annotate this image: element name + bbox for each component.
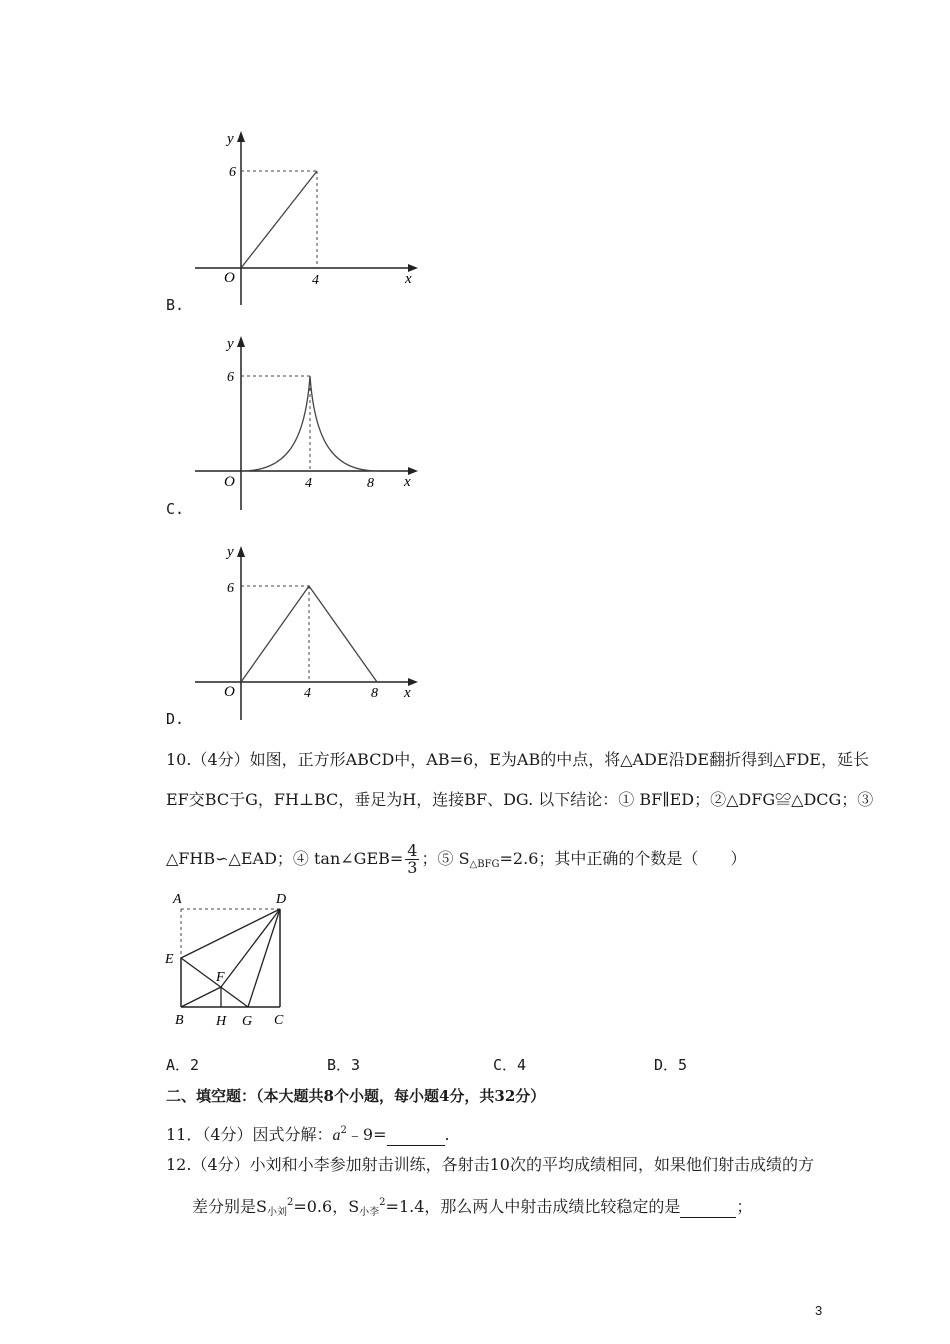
q10-line-3	[166, 843, 746, 876]
x-tick-label: 4	[304, 686, 311, 701]
x-tick-label: 4	[312, 273, 319, 288]
choice-d: D．5	[654, 1056, 688, 1074]
q10-figure	[160, 885, 300, 1035]
y-tick-label: 6	[229, 165, 236, 180]
q11-expr: ﹣9=	[346, 1125, 387, 1144]
fraction-denominator: 3	[407, 858, 418, 877]
point-f-label: F	[216, 970, 225, 985]
choice-c: C．4	[493, 1056, 527, 1074]
q11-sup: 2	[340, 1125, 347, 1136]
y-axis-label: y	[227, 336, 234, 352]
fraction	[405, 843, 419, 876]
q12-line-2-a: 差分别是S	[192, 1197, 267, 1216]
x-tick-label: 4	[305, 476, 312, 491]
point-a-label: A	[173, 892, 182, 907]
page-number: 3	[815, 1303, 823, 1318]
x-tick-label: 8	[371, 686, 378, 701]
x-tick-label: 8	[367, 476, 374, 491]
q12-sup-2: 2	[379, 1197, 386, 1208]
q12-answer-blank[interactable]	[680, 1197, 736, 1218]
choice-a: A．2	[166, 1056, 200, 1074]
origin-label: O	[224, 270, 235, 286]
graph-option-b	[160, 125, 430, 310]
point-e-label: E	[165, 952, 174, 967]
graph-option-c	[160, 330, 430, 515]
q12-line-2-end: ；	[736, 1197, 753, 1216]
graph-option-d	[160, 540, 430, 725]
q12-line-2	[192, 1193, 752, 1223]
point-c-label: C	[274, 1013, 284, 1028]
x-axis-label: x	[404, 474, 411, 490]
q11-var: a	[332, 1127, 341, 1144]
option-c-label: C.	[166, 500, 185, 518]
y-axis-label: y	[227, 544, 234, 560]
option-d-label: D.	[166, 710, 185, 728]
q10-subscript: △BFG	[469, 859, 500, 870]
x-axis-label: x	[404, 685, 411, 701]
x-axis-label: x	[405, 271, 412, 287]
q10-line-3-b: ；⑤ S	[421, 849, 470, 868]
q12-line-2-b: =0.6，S	[293, 1197, 360, 1216]
section-2-heading: 二、填空题：（本大题共8个小题，每小题4分，共32分）	[166, 1087, 546, 1105]
q12-sub-1: 小刘	[266, 1207, 287, 1218]
y-tick-label: 6	[227, 370, 234, 385]
q12-sup-1: 2	[286, 1197, 294, 1208]
origin-label: O	[224, 474, 235, 490]
y-tick-label: 6	[227, 581, 234, 596]
q10-line-1: 10.（4分）如图，正方形ABCD中，AB=6，E为AB的中点，将△ADE沿DE翻折得到△FDE，延长	[166, 750, 869, 769]
q10-line-3-c: =2.6；其中正确的个数是（ ）	[499, 849, 747, 868]
q10-line-3-a: △FHB∽△EAD；④ tan∠GEB=	[166, 849, 404, 868]
choice-b: B．3	[327, 1056, 361, 1074]
q12-line-2-c: =1.4，那么两人中射击成绩比较稳定的是	[385, 1197, 681, 1216]
point-h-label: H	[216, 1014, 227, 1029]
q11-suffix: .	[444, 1125, 450, 1144]
q11-answer-blank[interactable]	[387, 1125, 445, 1146]
option-b-label: B.	[166, 296, 185, 314]
q12-line-1: 12.（4分）小刘和小李参加射击训练，各射击10次的平均成绩相同，如果他们射击成绩的方	[166, 1155, 814, 1174]
q12-sub-2: 小李	[359, 1207, 380, 1218]
y-axis-label: y	[227, 131, 234, 147]
q10-line-2: EF交BC于G，FH⊥BC，垂足为H，连接BF、DG. 以下结论：① BF∥ED；②△DFG≌△DCG；③	[166, 790, 874, 809]
point-b-label: B	[175, 1013, 184, 1028]
point-g-label: G	[242, 1014, 253, 1029]
q11-prefix: 11．（4分）因式分解：	[166, 1125, 333, 1144]
fraction-numerator: 4	[407, 841, 418, 860]
point-d-label: D	[276, 892, 287, 907]
origin-label: O	[224, 684, 235, 700]
q11	[166, 1121, 450, 1146]
